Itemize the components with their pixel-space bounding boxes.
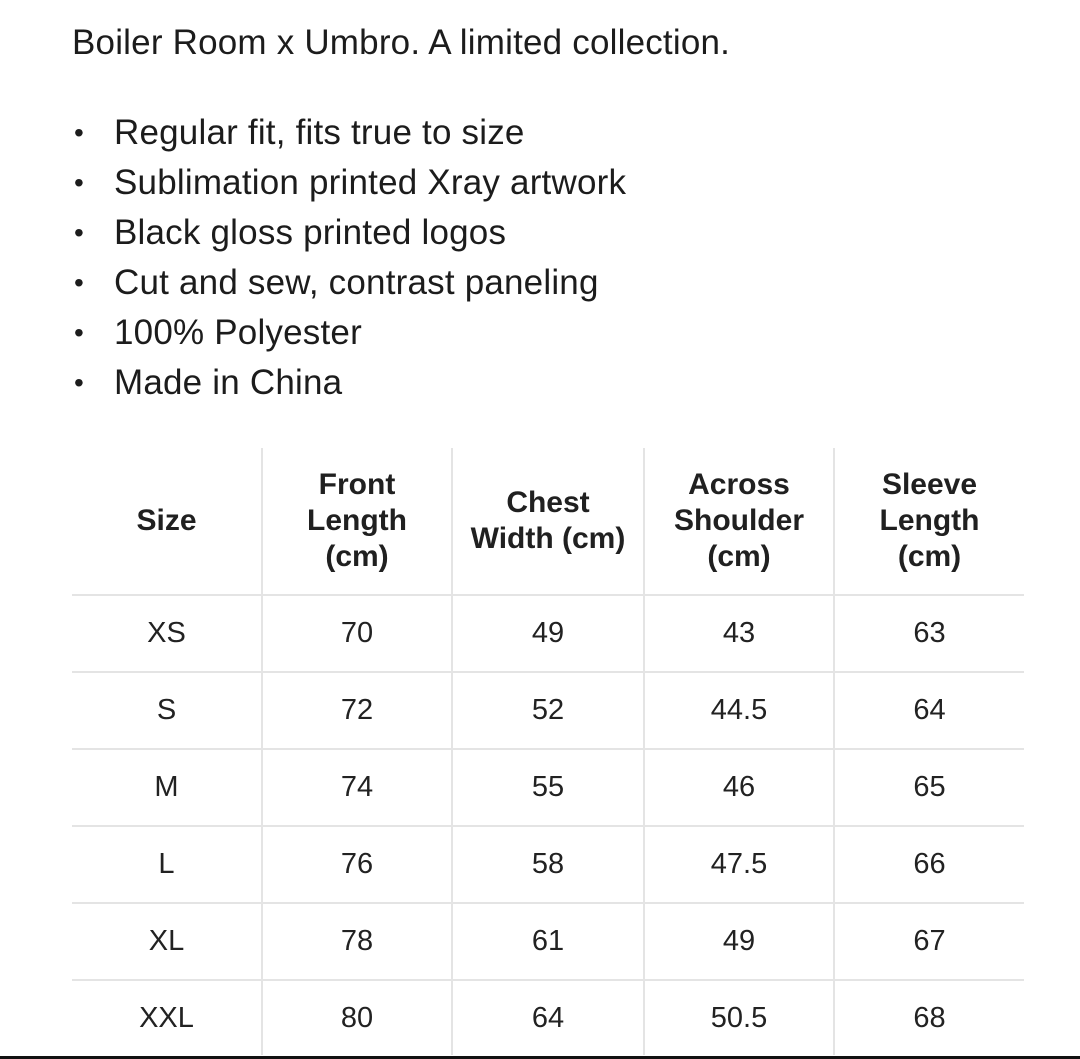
- header-sleeve-length: [834, 448, 1024, 595]
- cell-sleeve-length: 66: [834, 826, 1024, 903]
- cell-size: L: [72, 826, 262, 903]
- feature-item: [72, 358, 626, 408]
- cell-size: XL: [72, 903, 262, 980]
- table-row: [72, 826, 1024, 903]
- cell-sleeve-length: 63: [834, 595, 1024, 672]
- feature-item: [72, 208, 626, 258]
- cell-front-length: 72: [262, 672, 452, 749]
- cell-sleeve-length: 67: [834, 903, 1024, 980]
- cell-chest-width: 49: [452, 595, 644, 672]
- cell-chest-width: 52: [452, 672, 644, 749]
- cell-size: S: [72, 672, 262, 749]
- feature-item: [72, 308, 626, 358]
- header-line: (cm): [897, 540, 962, 573]
- cell-chest-width: 61: [452, 903, 644, 980]
- cell-across-shoulder: 44.5: [644, 672, 834, 749]
- intro-text: Boiler Room x Umbro. A limited collection.: [72, 23, 731, 62]
- table-header-row: [72, 448, 1024, 595]
- cell-size: XXL: [139, 1001, 194, 1034]
- cell-chest-width: 55: [452, 749, 644, 826]
- cell-front-length: 78: [262, 903, 452, 980]
- header-line: (cm): [707, 540, 771, 573]
- header-line: Width (cm): [470, 522, 626, 555]
- header-line: Length: [307, 504, 407, 537]
- cell-across-shoulder: 43: [644, 595, 834, 672]
- cell-size: M: [72, 749, 262, 826]
- cell-chest-width: 64: [452, 980, 644, 1055]
- cell-front-length: 80: [262, 980, 452, 1055]
- header-line: Chest: [506, 486, 590, 519]
- table-row: [72, 903, 1024, 980]
- cell-front-length: 76: [262, 826, 452, 903]
- size-chart-table: [72, 448, 1024, 1055]
- header-line: Shoulder: [673, 504, 804, 537]
- header-front-length: [262, 448, 452, 595]
- header-line: Front: [318, 468, 396, 501]
- feature-text: Made in China: [114, 363, 343, 402]
- feature-text: 100% Polyester: [114, 313, 362, 352]
- feature-item: [72, 158, 626, 208]
- bullet-icon: •: [74, 267, 85, 298]
- table-row: [72, 749, 1024, 826]
- cell-front-length: 70: [262, 595, 452, 672]
- header-line: Sleeve: [881, 468, 978, 501]
- bullet-icon: •: [74, 117, 85, 148]
- bullet-icon: •: [74, 367, 85, 398]
- header-line: (cm): [325, 540, 389, 573]
- header-chest-width: [452, 448, 644, 595]
- cell-sleeve-length: 68: [834, 980, 1024, 1055]
- bullet-icon: •: [74, 167, 85, 198]
- cell-across-shoulder: 46: [644, 749, 834, 826]
- feature-text: Regular fit, fits true to size: [114, 113, 525, 152]
- feature-item: [72, 258, 626, 308]
- feature-text: Cut and sew, contrast paneling: [114, 263, 599, 302]
- bullet-icon: •: [74, 317, 85, 348]
- table-row: [72, 980, 1024, 1055]
- feature-text: Sublimation printed Xray artwork: [114, 163, 627, 202]
- feature-list: [72, 108, 626, 408]
- cell-sleeve-length: 65: [834, 749, 1024, 826]
- header-size: [72, 448, 262, 595]
- cell-front-length: 74: [262, 749, 452, 826]
- header-line: Size: [136, 504, 197, 537]
- cell-sleeve-length: 64: [834, 672, 1024, 749]
- header-across-shoulder: [644, 448, 834, 595]
- feature-text: Black gloss printed logos: [114, 213, 507, 252]
- cell-size: XS: [72, 595, 262, 672]
- cell-across-shoulder: 47.5: [644, 826, 834, 903]
- bullet-icon: •: [74, 217, 85, 248]
- cell-across-shoulder: 49: [644, 903, 834, 980]
- table-row: [72, 672, 1024, 749]
- header-line: Across: [688, 468, 790, 501]
- table-row: [72, 595, 1024, 672]
- feature-item: [72, 108, 626, 158]
- cell-chest-width: 58: [452, 826, 644, 903]
- header-line: Length: [879, 504, 980, 537]
- cell-across-shoulder: 50.5: [644, 980, 834, 1055]
